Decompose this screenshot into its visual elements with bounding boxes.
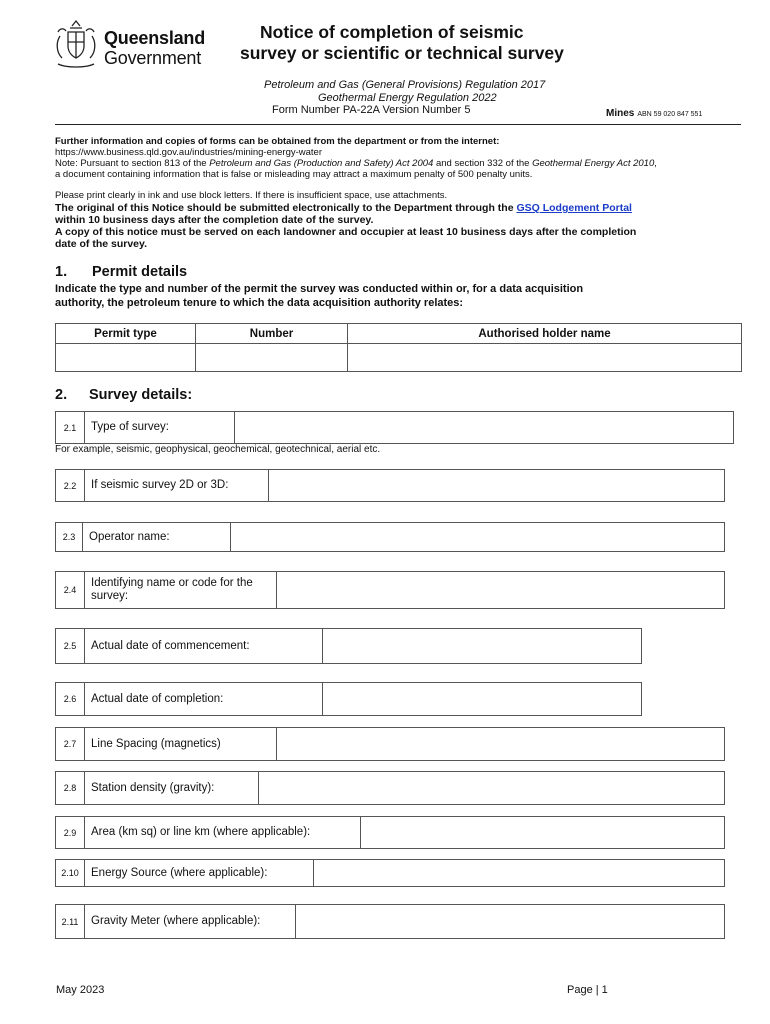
type-of-survey-input[interactable] bbox=[235, 412, 733, 443]
seismic-2d-3d-input[interactable] bbox=[269, 470, 724, 501]
note-comma: , bbox=[654, 158, 657, 169]
section-1-title: Permit details bbox=[92, 264, 188, 280]
queensland-government-logo bbox=[50, 18, 210, 70]
page-number: Page | 1 bbox=[567, 984, 608, 996]
copy-instruction-2: date of the survey. bbox=[55, 238, 147, 250]
commencement-date-input[interactable] bbox=[323, 629, 641, 663]
info-url[interactable]: https://www.business.qld.gov.au/industries/mining-energy-water bbox=[55, 147, 323, 158]
line-spacing-input[interactable] bbox=[277, 728, 724, 760]
area-line-km-input[interactable] bbox=[361, 817, 724, 848]
permit-table bbox=[55, 323, 742, 372]
submit-instruction bbox=[55, 202, 745, 214]
survey-row-2-6 bbox=[55, 682, 642, 716]
section-2-title: Survey details: bbox=[89, 387, 193, 403]
survey-row-2-11 bbox=[55, 904, 725, 939]
survey-row-2-1 bbox=[55, 411, 734, 444]
operator-name-input[interactable] bbox=[231, 523, 724, 551]
logo-text-government: Government bbox=[104, 48, 202, 68]
survey-name-code-input[interactable] bbox=[277, 572, 724, 608]
row-number: 2.2 bbox=[56, 470, 85, 501]
row-number: 2.7 bbox=[56, 728, 85, 760]
completion-date-input[interactable] bbox=[323, 683, 641, 715]
row-number: 2.6 bbox=[56, 683, 85, 715]
section-1-instruction bbox=[55, 282, 735, 310]
survey-row-2-5 bbox=[55, 628, 642, 664]
row-label: Area (km sq) or line km (where applicable): bbox=[85, 817, 361, 848]
survey-row-2-10 bbox=[55, 859, 725, 887]
row-number: 2.3 bbox=[56, 523, 83, 551]
row-label: Line Spacing (magnetics) bbox=[85, 728, 277, 760]
row-label: Operator name: bbox=[83, 523, 231, 551]
row-number: 2.11 bbox=[56, 905, 85, 938]
mines-label: Mines bbox=[606, 108, 635, 119]
print-note: Please print clearly in ink and use block letters. If there is insufficient space, use attachments. bbox=[55, 190, 448, 201]
survey-row-2-4 bbox=[55, 571, 725, 609]
gravity-meter-input[interactable] bbox=[296, 905, 724, 938]
title-line-2: survey or scientific or technical survey bbox=[240, 43, 564, 63]
row-number: 2.8 bbox=[56, 772, 85, 804]
note-act-2: Geothermal Energy Act 2010 bbox=[532, 158, 655, 169]
energy-source-input[interactable] bbox=[314, 860, 724, 886]
row-number: 2.1 bbox=[56, 412, 85, 443]
mines-department bbox=[606, 108, 702, 119]
survey-row-2-9 bbox=[55, 816, 725, 849]
row-label: Actual date of commencement: bbox=[85, 629, 323, 663]
survey-row-2-2 bbox=[55, 469, 725, 502]
form-number: Form Number PA-22A Version Number 5 bbox=[272, 104, 471, 116]
instruction-line-2: authority, the petroleum tenure to which the data acquisition authority relates: bbox=[55, 297, 464, 309]
row-label: Identifying name or code for the survey: bbox=[85, 572, 277, 608]
copy-instruction: A copy of this notice must be served on each landowner and occupier at least 10 business days after the completion bbox=[55, 226, 637, 238]
form-title bbox=[240, 22, 600, 64]
station-density-input[interactable] bbox=[259, 772, 724, 804]
permit-type-input[interactable] bbox=[56, 344, 196, 372]
section-2-number: 2. bbox=[55, 387, 68, 403]
col-number: Number bbox=[196, 324, 348, 344]
col-authorised-holder: Authorised holder name bbox=[348, 324, 742, 344]
notice-block bbox=[55, 190, 745, 250]
header-divider bbox=[55, 124, 741, 125]
row-number: 2.4 bbox=[56, 572, 85, 608]
gsq-lodgement-portal-link[interactable]: GSQ Lodgement Portal bbox=[516, 202, 632, 214]
submit-text: The original of this Notice should be submitted electronically to the Department through the bbox=[55, 202, 517, 214]
info-penalty: a document containing information that is false or misleading may attract a maximum penalty of 500 penalty units. bbox=[55, 169, 533, 180]
submit-deadline: within 10 business days after the completion date of the survey. bbox=[55, 214, 374, 226]
survey-row-2-3 bbox=[55, 522, 725, 552]
section-2-heading bbox=[55, 387, 192, 403]
survey-row-2-8 bbox=[55, 771, 725, 805]
abn-number: ABN 59 020 847 551 bbox=[637, 111, 703, 118]
permit-number-input[interactable] bbox=[196, 344, 348, 372]
row-label: Energy Source (where applicable): bbox=[85, 860, 314, 886]
title-line-1: Notice of completion of seismic bbox=[260, 22, 524, 42]
note-text: Note: Pursuant to section 813 of the bbox=[55, 158, 210, 169]
authorised-holder-input[interactable] bbox=[348, 344, 742, 372]
regulation-2: Geothermal Energy Regulation 2022 bbox=[318, 92, 497, 104]
info-further: Further information and copies of forms can be obtained from the department or from the internet: bbox=[55, 136, 500, 147]
row-label: Gravity Meter (where applicable): bbox=[85, 905, 296, 938]
row-label: Type of survey: bbox=[85, 412, 235, 443]
row-number: 2.5 bbox=[56, 629, 85, 663]
section-1-number: 1. bbox=[55, 264, 68, 280]
row-label: Actual date of completion: bbox=[85, 683, 323, 715]
logo-text-queensland: Queensland bbox=[104, 28, 206, 48]
row-number: 2.10 bbox=[56, 860, 85, 886]
coat-of-arms-icon bbox=[50, 18, 102, 70]
row-label: Station density (gravity): bbox=[85, 772, 259, 804]
instruction-line-1: Indicate the type and number of the permit the survey was conducted within or, for a data acquisition bbox=[55, 283, 584, 295]
row-label: If seismic survey 2D or 3D: bbox=[85, 470, 269, 501]
note-text-2: and section 332 of the bbox=[433, 158, 533, 169]
row-number: 2.9 bbox=[56, 817, 85, 848]
info-block bbox=[55, 136, 745, 180]
survey-row-2-7 bbox=[55, 727, 725, 761]
regulation-1: Petroleum and Gas (General Provisions) Regulation 2017 bbox=[264, 79, 546, 91]
note-act-1: Petroleum and Gas (Production and Safety) Act 2004 bbox=[209, 158, 434, 169]
footer-date: May 2023 bbox=[56, 984, 105, 996]
col-permit-type: Permit type bbox=[56, 324, 196, 344]
survey-type-example: For example, seismic, geophysical, geochemical, geotechnical, aerial etc. bbox=[55, 444, 381, 455]
info-note bbox=[55, 158, 745, 169]
section-1-heading bbox=[55, 264, 187, 280]
